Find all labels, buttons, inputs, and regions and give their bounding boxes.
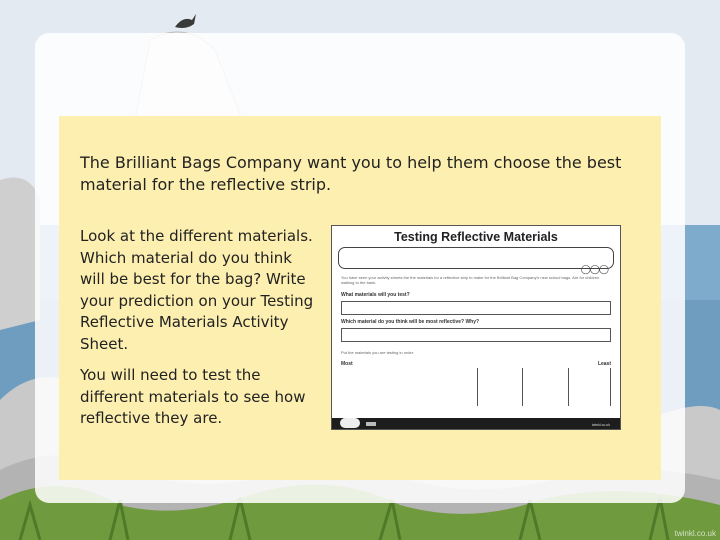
worksheet-footer-text: twinkl.co.uk [591,423,610,427]
worksheet-preview [331,225,621,430]
worksheet-order-instruction: Put the materials you are testing in order. [341,350,414,355]
answer-box-2 [341,328,611,342]
intro-text: The Brilliant Bags Company want you to help them choose the best material for the reflective strip. [80,153,622,194]
worksheet-question-1: What materials will you test? [341,292,410,298]
divider-line [568,368,569,406]
worksheet-footer [332,418,620,429]
divider-line [477,368,478,406]
divider-line [522,368,523,406]
testing-paragraph: You will need to test the different materials to see how reflective they are. [80,366,306,427]
worksheet-banner [338,247,614,269]
answer-box-1 [341,301,611,315]
worksheet-question-2: Which material do you think will be most reflective? Why? [341,319,480,325]
twinkl-logo-icon [340,418,360,428]
page-marker-icon [366,422,376,426]
worksheet-instructions: You have seen your activity sheets the the materials for a reflective strip to make for the Brilliant Bag Company's new school bags. Are for children walking to the bank. [341,275,600,285]
watermark: twinkl.co.uk [674,529,716,538]
most-label: Most [341,361,353,367]
worksheet-dots: ◯◯◯ [580,265,608,275]
worksheet-title: Testing Reflective Materials [394,230,558,244]
divider-line [610,368,611,406]
least-label: Least [597,361,611,367]
instructions-paragraph: Look at the different materials. Which material do you think will be best for the bag? Write your prediction on your Testing Reflective Materials Activity Sheet. [80,227,314,353]
